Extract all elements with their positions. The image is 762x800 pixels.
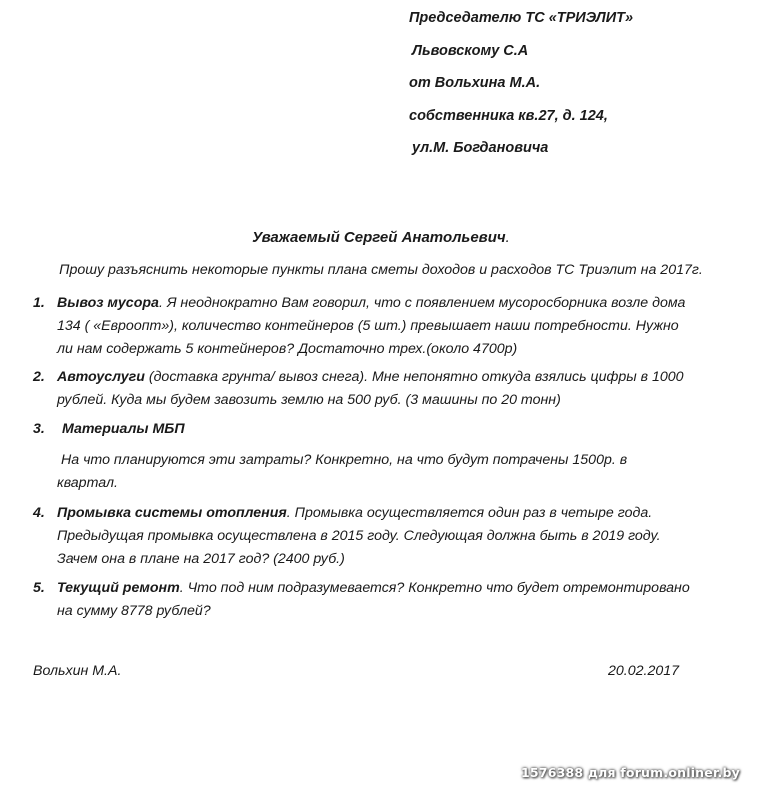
item-text-line: квартал. (57, 475, 118, 491)
item-text-line: На что планируются эти затраты? Конкретно, на что будут потрачены 1500р. в (61, 452, 628, 468)
greeting (0, 229, 762, 246)
item-text-line: 134 ( «Евроопт»), количество контейнеров (5 шт.) превышает наши потребности. Нужно (57, 318, 679, 334)
sender-property: собственника кв.27, д. 124, (409, 107, 608, 124)
addressee-title: Председателю ТС «ТРИЭЛИТ» (409, 10, 634, 26)
sender-street: ул.М. Богдановича (412, 140, 549, 156)
item-text-line: на сумму 8778 рублей? (57, 603, 211, 619)
sender-name: от Вольхина М.А. (409, 75, 541, 91)
item-text-line: Зачем она в плане на 2017 год? (2400 руб.) (57, 551, 345, 567)
item-title: Текущий ремонт (57, 580, 180, 596)
watermark: 1576388 для forum.onliner.by (521, 765, 740, 780)
item-title: Промывка системы отопления (57, 505, 287, 521)
greeting-dot: . (505, 229, 510, 246)
list-item-4 (33, 503, 661, 572)
intro-paragraph: Прошу разъяснить некоторые пункты плана сметы доходов и расходов ТС Триэлит на 2017г. (59, 262, 703, 278)
item-text-line: ли нам содержать 5 контейнеров? Достаточно трех.(около 4700р) (57, 341, 518, 357)
item-number: 1. (33, 295, 45, 311)
addressee-block (409, 8, 633, 171)
list-item-3 (33, 419, 627, 496)
item-title: Вывоз мусора (57, 295, 159, 311)
signature-name: Вольхин М.А. (33, 663, 122, 679)
item-number: 4. (33, 505, 45, 521)
addressee-name: Львовскому С.А (412, 42, 529, 59)
item-text-line: . Что под ним подразумевается? Конкретно что будет отремонтировано (179, 580, 690, 596)
item-text-line: рублей. Куда мы будем завозить землю на 500 руб. (3 машины по 20 тонн) (57, 392, 561, 408)
item-title: Автоуслуги (57, 369, 145, 385)
item-text-line: Предыдущая промывка осуществлена в 2015 году. Следующая должна быть в 2019 году. (57, 528, 661, 544)
item-number: 3. (33, 421, 45, 437)
list-item-1 (33, 293, 685, 362)
item-text-line: . Я неоднократно Вам говорил, что с появлением мусоросборника возле дома (158, 295, 686, 311)
item-number: 5. (33, 580, 45, 596)
item-text-line: (доставка грунта/ вывоз снега). Мне непонятно откуда взялись цифры в 1000 (144, 369, 684, 385)
list-item-5 (33, 578, 690, 624)
item-number: 2. (33, 369, 45, 385)
item-text-line: . Промывка осуществляется один раз в четыре года. (286, 505, 653, 521)
signature-date: 20.02.2017 (608, 663, 680, 679)
list-item-2 (33, 367, 684, 413)
greeting-text: Уважаемый Сергей Анатольевич (252, 229, 506, 246)
item-title: Материалы МБП (62, 421, 185, 437)
